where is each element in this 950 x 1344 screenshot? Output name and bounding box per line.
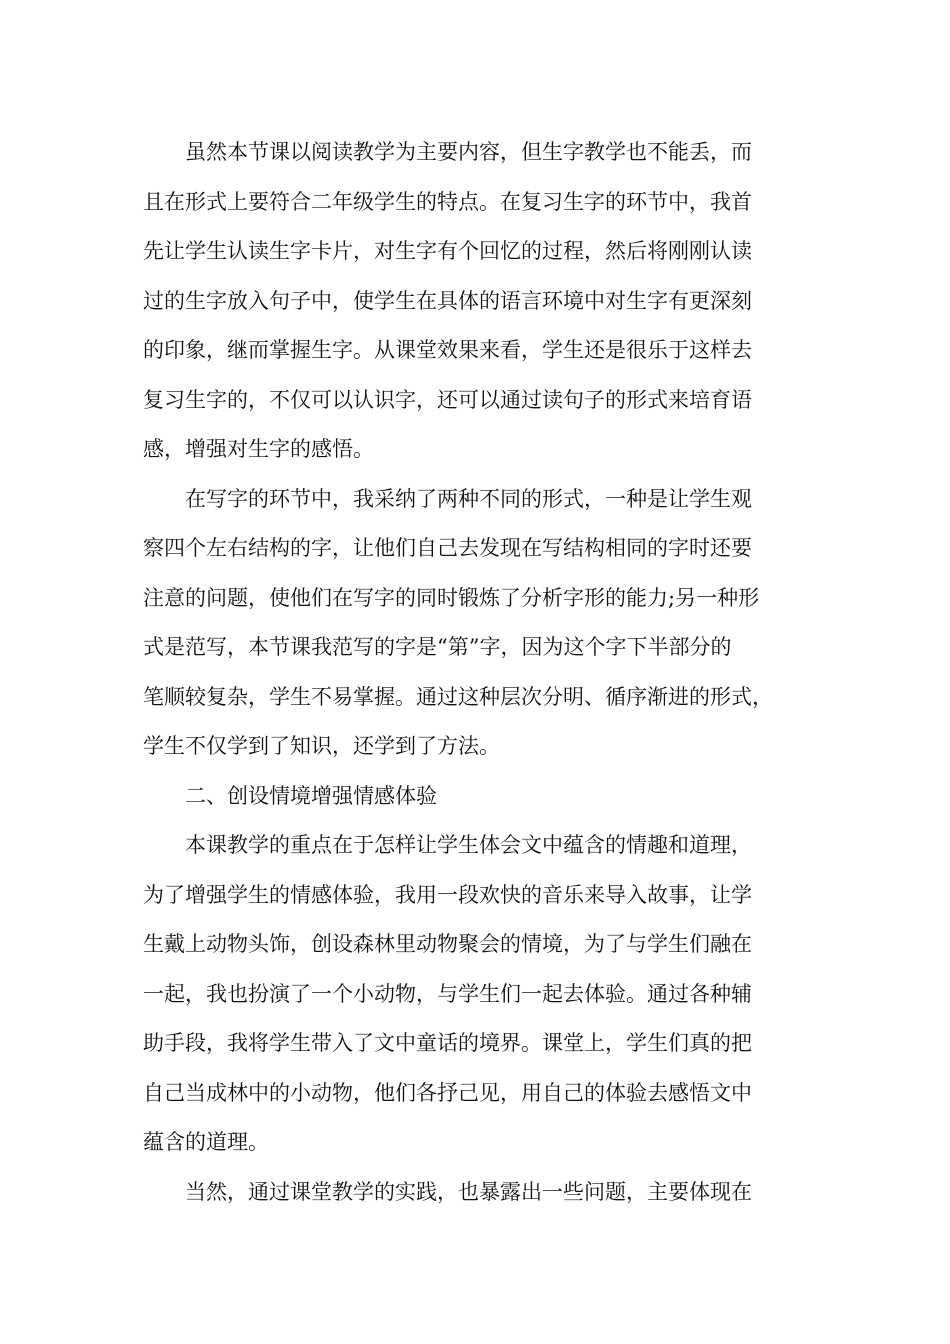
- text-line: 式是范写，本节课我范写的字是“第”字，因为这个字下半部分的: [143, 635, 732, 659]
- text-line: 感，增强对生字的感悟。: [143, 437, 374, 461]
- paragraph-review-characters: [143, 128, 823, 475]
- text-line: 虽然本节课以阅读教学为主要内容，但生字教学也不能丢，而: [185, 140, 752, 164]
- text-line: 在写字的环节中，我采纳了两种不同的形式，一种是让学生观: [185, 486, 752, 511]
- text-line: 学生不仅学到了知识，还学到了方法。: [143, 734, 500, 758]
- section-heading: [143, 772, 823, 822]
- paragraph-emotional-experience: [143, 821, 823, 1168]
- text-line: 当然，通过课堂教学的实践，也暴露出一些问题，主要体现在: [185, 1179, 752, 1204]
- text-line: 过的生字放入句子中，使学生在具体的语言环境中对生字有更深刻: [143, 288, 752, 313]
- text-line: 为了增强学生的情感体验，我用一段欢快的音乐来导入故事，让学: [143, 882, 752, 907]
- text-line: 复习生字的，不仅可以认识字，还可以通过读句子的形式来培育语: [143, 387, 752, 412]
- text-line: 察四个左右结构的字，让他们自己去发现在写结构相同的字时还要: [143, 536, 752, 560]
- text-line: 助手段，我将学生带入了文中童话的境界。课堂上，学生们真的把: [143, 1031, 752, 1055]
- text-line: 且在形式上要符合二年级学生的特点。在复习生字的环节中，我首: [143, 189, 752, 214]
- document-body: [143, 128, 823, 1217]
- text-line: 注意的问题，使他们在写字的同时锻炼了分析字形的能力;另一种形: [143, 585, 760, 610]
- text-line: 本课教学的重点在于怎样让学生体会文中蕴含的情趣和道理，: [185, 833, 752, 857]
- paragraph-writing-practice: [143, 475, 823, 772]
- text-line: 蕴含的道理。: [143, 1130, 269, 1154]
- paragraph-problems-intro: [143, 1168, 823, 1218]
- text-line: 一起，我也扮演了一个小动物，与学生们一起去体验。通过各种辅: [143, 981, 752, 1006]
- text-line: 的印象，继而掌握生字。从课堂效果来看，学生还是很乐于这样去: [143, 338, 752, 362]
- heading-text: 二、创设情境增强情感体验: [185, 783, 437, 808]
- text-line: 生戴上动物头饰，创设森林里动物聚会的情境，为了与学生们融在: [143, 932, 752, 956]
- text-line: 自己当成林中的小动物，他们各抒己见，用自己的体验去感悟文中: [143, 1080, 752, 1105]
- text-line: 笔顺较复杂，学生不易掌握。通过这种层次分明、循序渐进的形式，: [143, 684, 773, 709]
- text-line: 先让学生认读生字卡片，对生字有个回忆的过程，然后将刚刚认读: [143, 239, 752, 263]
